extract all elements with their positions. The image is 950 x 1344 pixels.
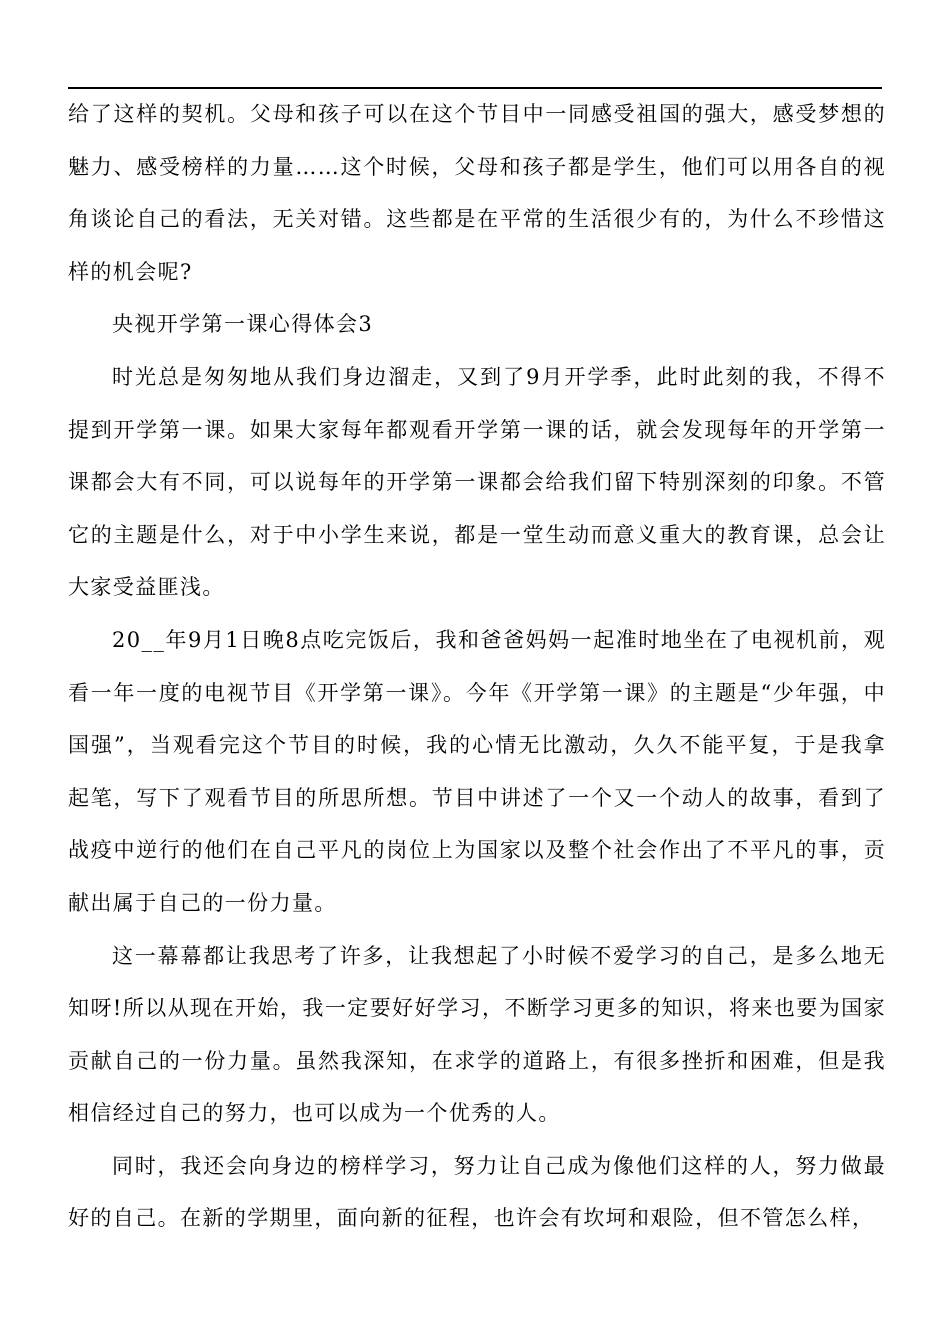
paragraph: 这一幕幕都让我思考了许多，让我想起了小时候不爱学习的自己，是多么地无知呀!所以从现在开始，我一定要好好学习，不断学习更多的知识，将来也要为国家贡献自己的一份力量。虽然我深知，在求学的道路上，有很多挫折和困难，但是我相信经过自己的努力，也可以成为一个优秀的人。	[68, 943, 886, 1126]
paragraph: 同时，我还会向身边的榜样学习，努力让自己成为像他们这样的人，努力做最好的自己。在新的学期里，面向新的征程，也许会有坎坷和艰险，但不管怎么样，	[68, 1153, 886, 1231]
paragraph: 20__年9月1日晚8点吃完饭后，我和爸爸妈妈一起准时地坐在了电视机前，观看一年一度的电视节目《开学第一课》。今年《开学第一课》的主题是“少年强，中国强”，当观看完这个节目的时候，我的心情无比激动，久久不能平复，于是我拿起笔，写下了观看节目的所思所想。节目中讲述了一个又一个动人的故事，看到了战疫中逆行的他们在自己平凡的岗位上为国家以及整个社会作出了不平凡的事，贡献出属于自己的一份力量。	[68, 627, 886, 915]
paragraph-continuation: 给了这样的契机。父母和孩子可以在这个节目中一同感受祖国的强大，感受梦想的魅力、感受榜样的力量……这个时候，父母和孩子都是学生，他们可以用各自的视角谈论自己的看法，无关对错。这些都是在平常的生活很少有的，为什么不珍惜这样的机会呢?	[68, 102, 886, 284]
paragraph: 时光总是匆匆地从我们身边溜走，又到了9月开学季，此时此刻的我，不得不提到开学第一课。如果大家每年都观看开学第一课的话，就会发现每年的开学第一课都会大有不同，可以说每年的开学第一课都会给我们留下特别深刻的印象。不管它的主题是什么，对于中小学生来说，都是一堂生动而意义重大的教育课，总会让大家受益匪浅。	[68, 364, 886, 600]
section-heading: 央视开学第一课心得体会3	[112, 312, 374, 337]
document-body	[68, 88, 886, 1245]
